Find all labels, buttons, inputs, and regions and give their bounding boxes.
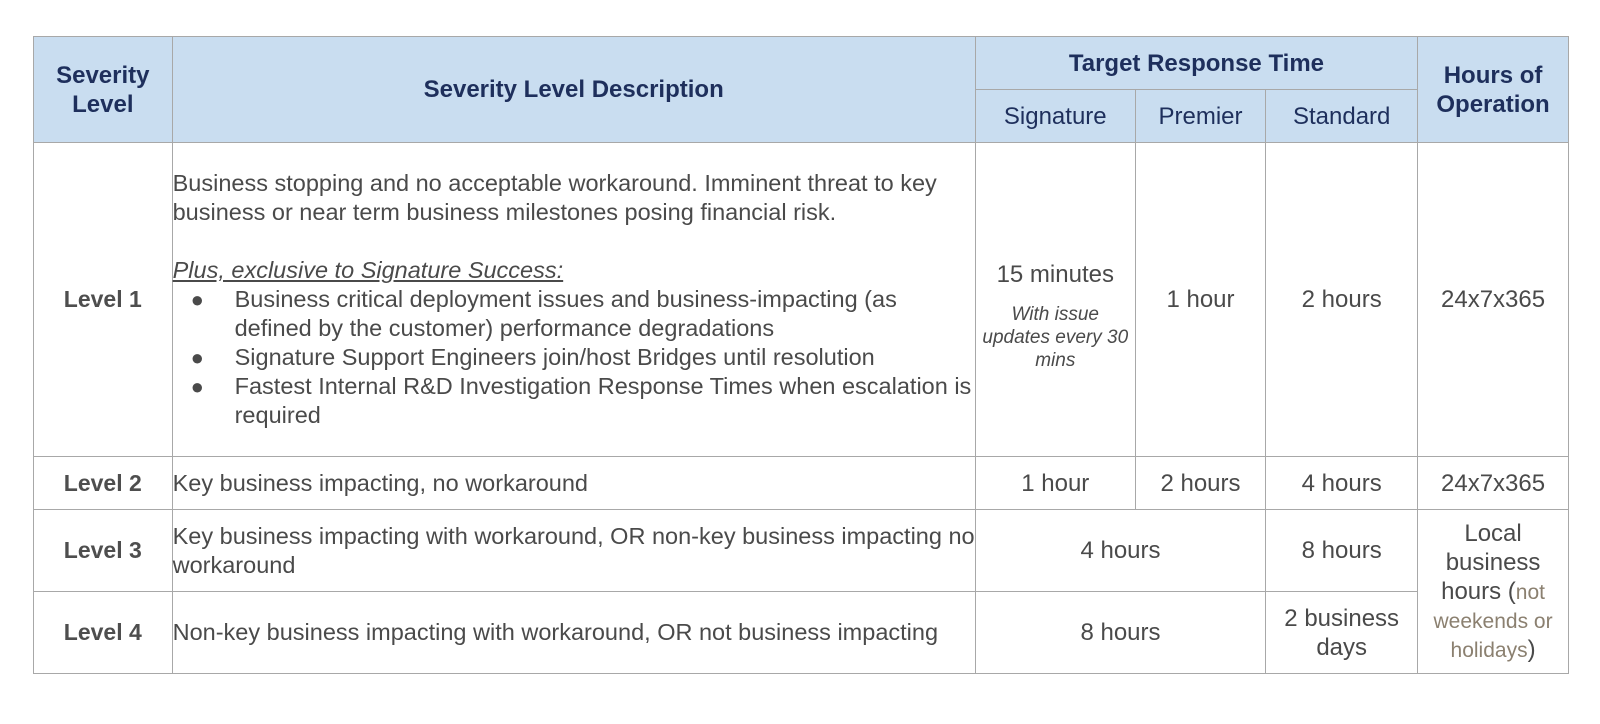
severity-level-cell: Level 3: [34, 510, 173, 592]
signature-benefits-list: [173, 285, 975, 430]
hours-of-operation-cell: 24x7x365: [1418, 143, 1569, 457]
hours-exclusion-note: not weekends or holidays: [1433, 581, 1553, 662]
signature-response-note: With issue updates every 30 mins: [982, 303, 1129, 371]
premier-response-cell: 1 hour: [1135, 143, 1265, 457]
header-standard: Standard: [1266, 90, 1418, 143]
signature-success-heading: Plus, exclusive to Signature Success:: [172, 257, 564, 283]
bullet-icon: ●: [190, 374, 204, 399]
severity-table: [33, 36, 1569, 674]
list-item: ● Signature Support Engineers join/host Bridges until resolution: [190, 344, 875, 370]
standard-response-cell: 8 hours: [1266, 510, 1418, 592]
standard-response-cell: 4 hours: [1266, 457, 1418, 510]
hours-of-operation-cell: 24x7x365: [1418, 457, 1569, 510]
signature-premier-response-cell: 4 hours: [975, 510, 1265, 592]
header-severity-level: Severity Level: [34, 37, 173, 143]
local-business-hours-text: Local business hours (: [1441, 520, 1541, 605]
severity-level-cell: Level 1: [34, 143, 173, 457]
premier-response-cell: 2 hours: [1135, 457, 1265, 510]
table-row-level-4: [34, 592, 1569, 674]
list-item: ● Business critical deployment issues and business-impacting (as defined by the customer) performance degradations: [190, 286, 897, 341]
header-premier: Premier: [1135, 90, 1265, 143]
standard-response-cell: 2 business days: [1266, 592, 1418, 674]
header-signature: Signature: [975, 90, 1135, 143]
table-row-level-3: [34, 510, 1569, 592]
severity-description-cell: Key business impacting, no workaround: [172, 457, 975, 510]
signature-response-cell: 1 hour: [975, 457, 1135, 510]
severity-description-cell: Non-key business impacting with workaround, OR not business impacting: [172, 592, 975, 674]
level-1-description: Business stopping and no acceptable workaround. Imminent threat to key business or near term business milestones posing financial risk.: [172, 170, 937, 225]
list-item: ● Fastest Internal R&D Investigation Response Times when escalation is required: [190, 373, 972, 428]
severity-description-cell: [172, 143, 975, 457]
signature-response-cell: [975, 143, 1135, 457]
severity-level-cell: Level 4: [34, 592, 173, 674]
header-hours-of-operation: Hours of Operation: [1418, 37, 1569, 143]
severity-level-cell: Level 2: [34, 457, 173, 510]
header-severity-description: Severity Level Description: [172, 37, 975, 143]
hours-of-operation-cell: Local business hours (not weekends or holidays): [1418, 510, 1569, 674]
header-target-response-time: Target Response Time: [975, 37, 1417, 90]
bullet-icon: ●: [190, 345, 204, 370]
severity-description-cell: Key business impacting with workaround, OR non-key business impacting no workaround: [172, 510, 975, 592]
standard-response-cell: 2 hours: [1266, 143, 1418, 457]
signature-premier-response-cell: 8 hours: [975, 592, 1265, 674]
bullet-icon: ●: [190, 287, 204, 312]
signature-response-value: 15 minutes: [996, 260, 1114, 288]
table-row-level-2: [34, 457, 1569, 510]
table-row-level-1: [34, 143, 1569, 457]
